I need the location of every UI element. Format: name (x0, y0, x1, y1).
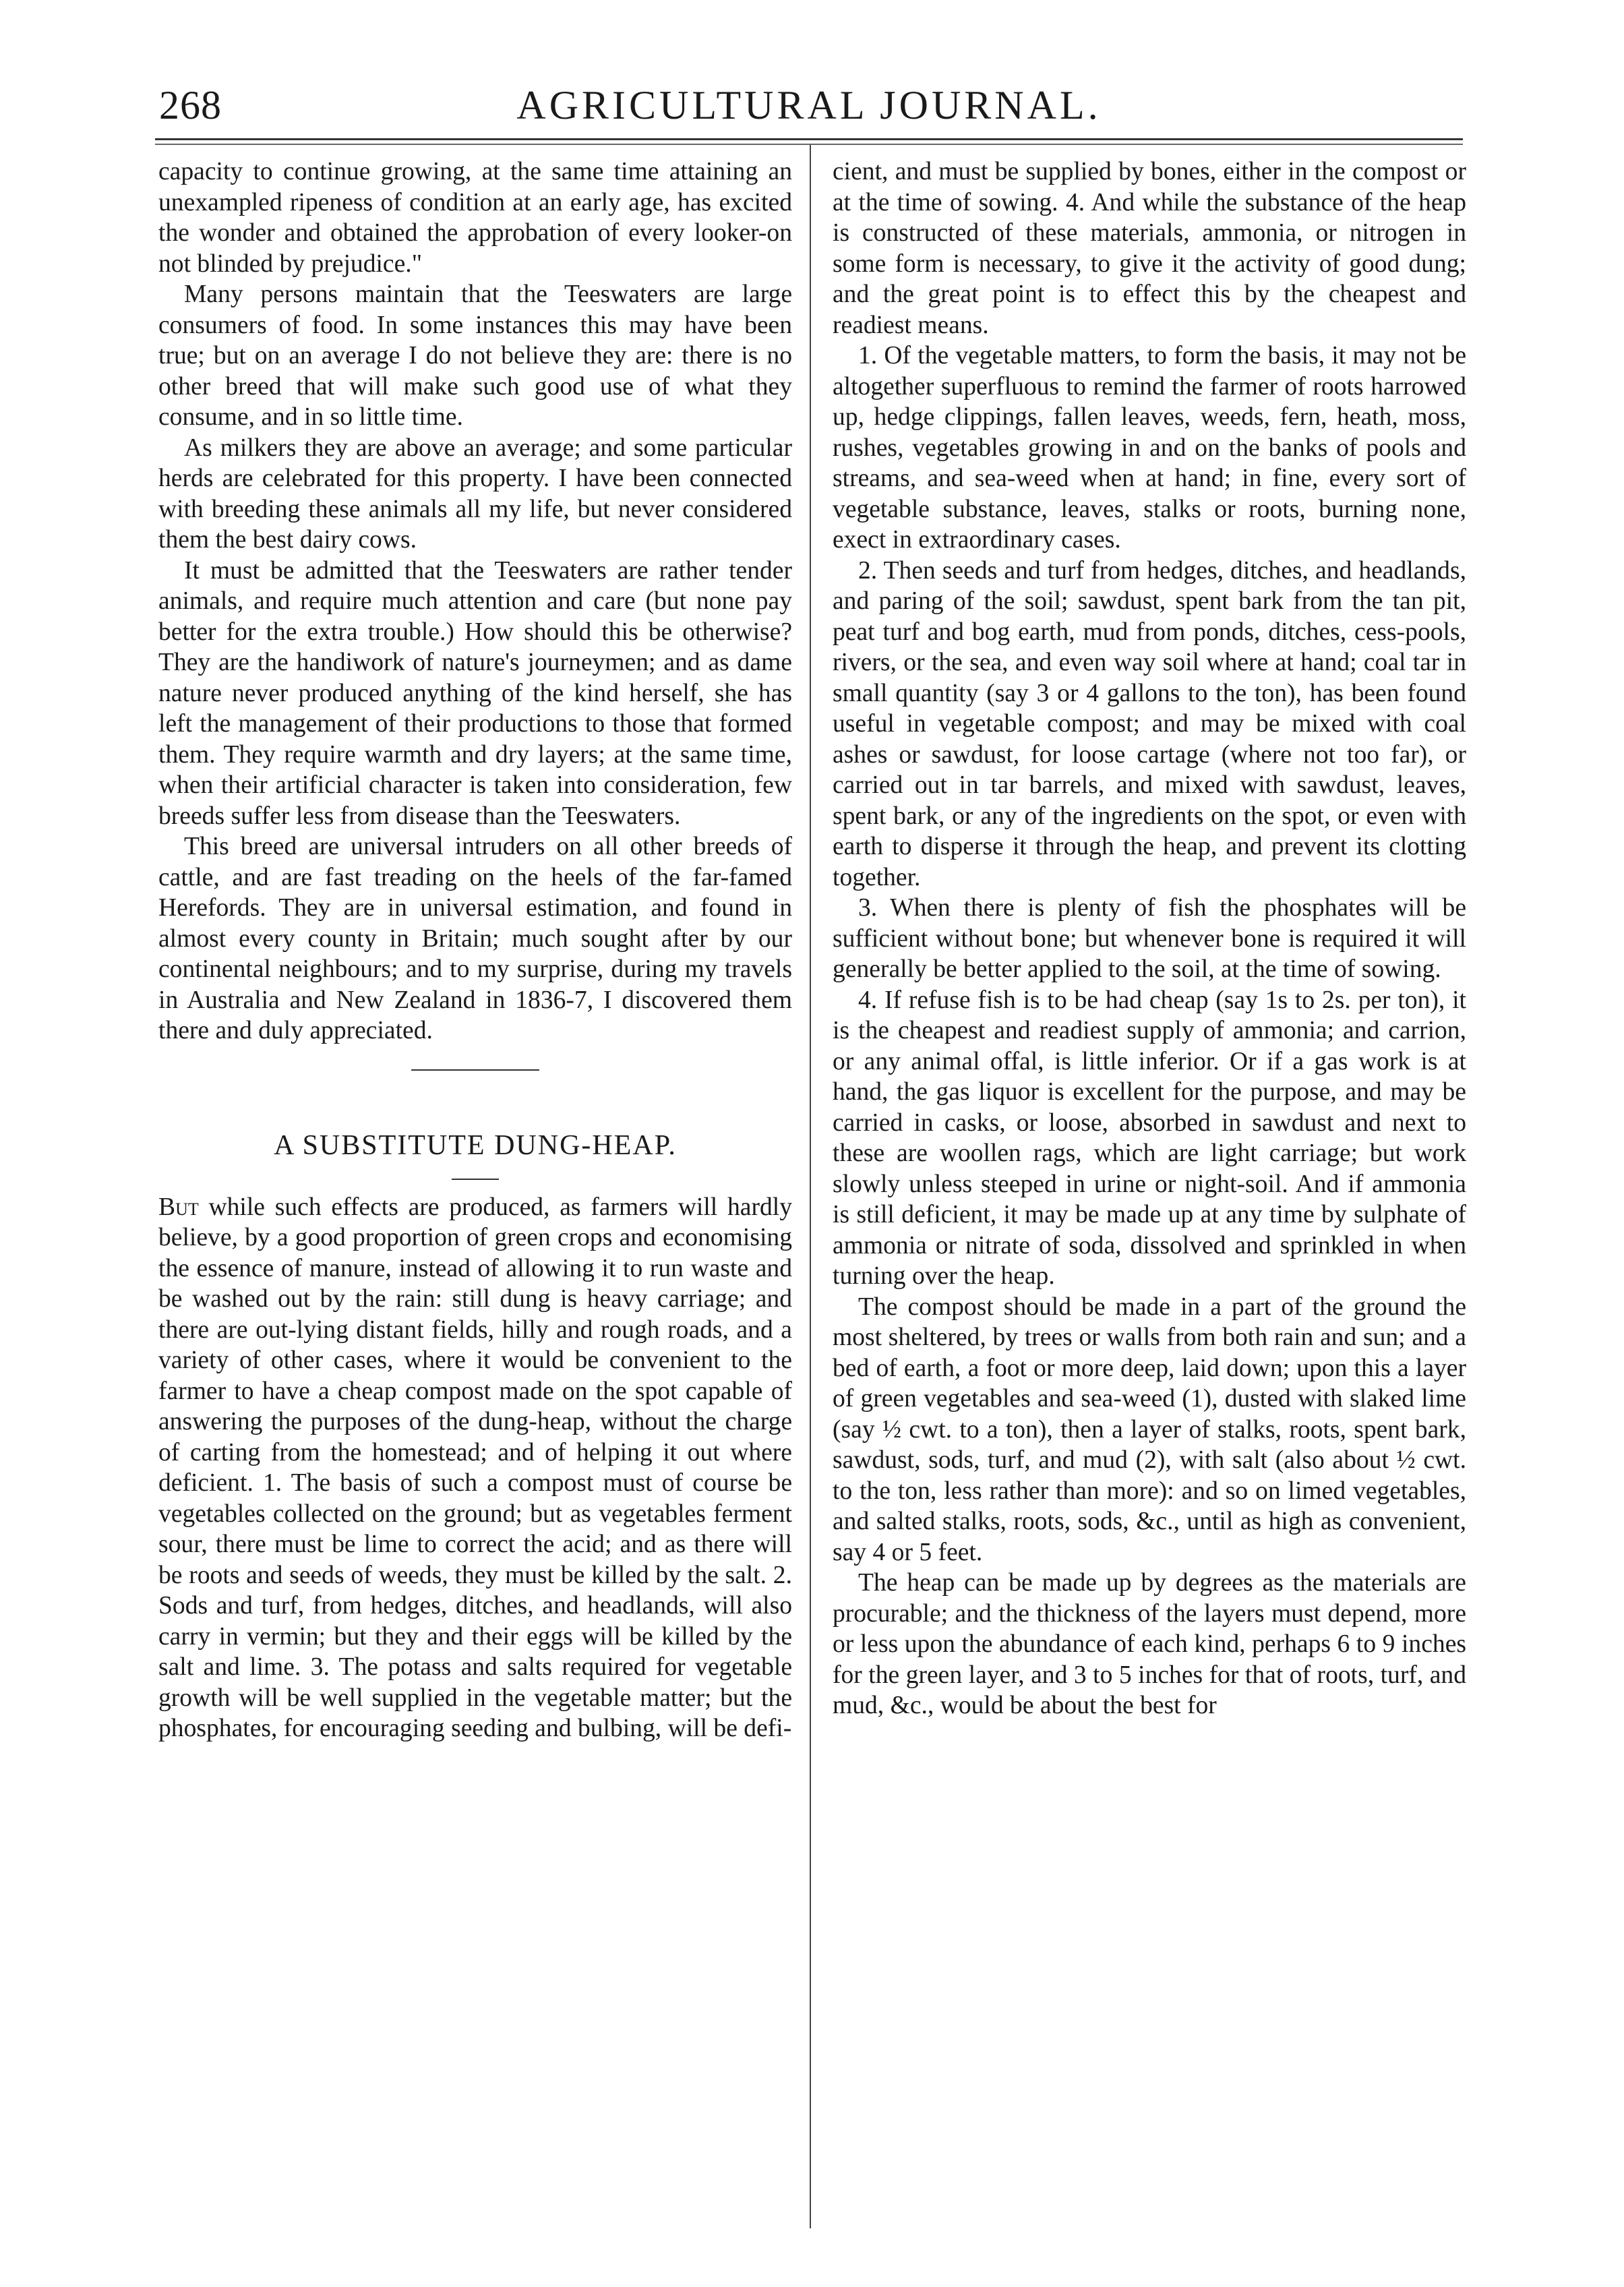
paragraph: 2. Then seeds and turf from hedges, ditches, and headlands, and paring of the soil; sawdust, spent bark from the tan pit, peat turf and bog earth, mud from ponds, ditches, cess-pools, rivers, or the sea, and even way soil where at hand; coal tar in small quantity (say 3 or 4 gallons to the ton), has been found useful in vegetable compost; and may be mixed with coal ashes or sawdust, for loose cartage (where not too far), or carried out in tar barrels, and mixed with sawdust, leaves, spent bark, or any of the ingredients on the spot, or even with earth to disperse it through the heap, and prevent its clotting together. (833, 556, 1466, 891)
heading-rule (452, 1179, 499, 1180)
paragraph: 3. When there is plenty of fish the phosphates will be sufficient without bone; but whenever bone is required it will generally be better applied to the soil, at the time of sowing. (833, 894, 1466, 983)
paragraph (158, 1192, 792, 1744)
paragraph: The heap can be made up by degrees as the materials are procurable; and the thickness of the layers must depend, more or less upon the abundance of each kind, perhaps 6 to 9 inches for the green layer, and 3 to 5 inches for that of roots, turf, and mud, &c., would be about the best for (833, 1569, 1466, 1719)
paragraph: 4. If refuse fish is to be had cheap (say 1s to 2s. per ton), it is the cheapest and readiest supply of ammonia; and carrion, or any animal offal, is little inferior. Or if a gas work is at hand, the gas liquor is excellent for the purpose, and may be carried in casks, or loose, absorbed in sawdust and next to these are woollen rags, which are light carriage; but work slowly unless steeped in urine or night-soil. And if ammonia is still deficient, it may be made up at any time by sulphate of ammonia or nitrate of soda, dissolved and sprinkled in when turning over the heap. (833, 986, 1466, 1290)
running-title: AGRICULTURAL JOURNAL. (516, 83, 1102, 127)
paragraph: It must be admitted that the Teeswaters are rather tender animals, and require much attention and care (but none pay better for the extra trouble.) How should this be otherwise? They are the handiwork of nature's journeymen; and as dame nature never produced anything of the kind herself, she has left the management of their productions to those that formed them. They require warmth and dry layers; at the same time, when their artificial character is taken into consideration, few breeds suffer less from disease than the Teeswaters. (158, 556, 792, 830)
page-number: 268 (159, 83, 222, 127)
right-column (833, 156, 1466, 2233)
article-end-rule (411, 1069, 539, 1071)
paragraph: cient, and must be supplied by bones, either in the compost or at the time of sowing. 4. And while the substance of the heap is constructed of these materials, ammonia, or nitrogen in some form is necessary, to give it the activity of good dung; and the great point is to effect this by the cheapest and readiest means. (833, 158, 1466, 339)
header-rule (155, 138, 1463, 140)
paragraph: Many persons maintain that the Teeswaters are large consumers of food. In some instances this may have been true; but on an average I do not believe they are: there is no other breed that will make such good use of what they consume, and in so little time. (158, 280, 792, 431)
column-divider (810, 145, 811, 2228)
paragraph: As milkers they are above an average; and some particular herds are celebrated for this property. I have been connected with breeding these animals all my life, but never considered them the best dairy cows. (158, 434, 792, 554)
lead-word: But (158, 1193, 199, 1221)
paragraph: This breed are universal intruders on all other breeds of cattle, and are fast treading on the heels of the far-famed Herefords. They are in universal estimation, and found in almost every county in Britain; much sought after by our continental neighbours; and to my surprise, during my travels in Australia and New Zealand in 1836-7, I discovered them there and duly appreciated. (158, 833, 792, 1044)
paragraph-body: while such effects are produced, as farmers will hardly believe, by a good proportion of green crops and economising the essence of manure, instead of allowing it to run waste and be washed out by the rain: still dung is heavy carriage; and there are out-lying distant fields, hilly and rough roads, and a variety of other cases, where it would be convenient to the farmer to have a cheap compost made on the spot capable of answering the purposes of the dung-heap, without the charge of carting from the homestead; and of helping it out where deficient. 1. The basis of such a compost must of course be vegetables collected on the ground; but as vegetables ferment sour, there must be lime to correct the acid; and as there will be roots and seeds of weeds, they must be killed by the salt. 2. Sods and turf, from hedges, ditches, and headlands, will also carry in vermin; but they and their eggs will be killed by the salt and lime. 3. The potass and salts required for vegetable growth will be well supplied in the vegetable matter; but the phosphates, for encouraging seeding and bulbing, will be defi- (158, 1193, 792, 1742)
header-rule-secondary (155, 144, 1463, 145)
paragraph: 1. Of the vegetable matters, to form the basis, it may not be altogether superfluous to remind the farmer of roots harrowed up, hedge clippings, fallen leaves, weeds, fern, heath, moss, rushes, vegetables growing in and on the banks of pools and streams, and sea-weed when at hand; in fine, every sort of vegetable substance, leaves, stalks or roots, burning none, exect in extraordinary cases. (833, 342, 1466, 554)
page-header (155, 81, 1463, 142)
section-heading: A SUBSTITUTE DUNG-HEAP. (274, 1129, 677, 1161)
paragraph: capacity to continue growing, at the same time attaining an unexampled ripeness of condition at an early age, has excited the wonder and obtained the approbation of every looker-on not blinded by prejudice." (158, 158, 792, 278)
paragraph: The compost should be made in a part of the ground the most sheltered, by trees or walls from both rain and sun; and a bed of earth, a foot or more deep, laid down; upon this a layer of green vegetables and sea-weed (1), dusted with slaked lime (say ½ cwt. to a ton), then a layer of stalks, roots, spent bark, sawdust, sods, turf, and mud (2), with salt (also about ½ cwt. to the ton, less rather than more): and so on limed vegetables, and salted stalks, roots, sods, &c., until as high as convenient, say 4 or 5 feet. (833, 1293, 1466, 1566)
left-column (158, 156, 792, 2233)
